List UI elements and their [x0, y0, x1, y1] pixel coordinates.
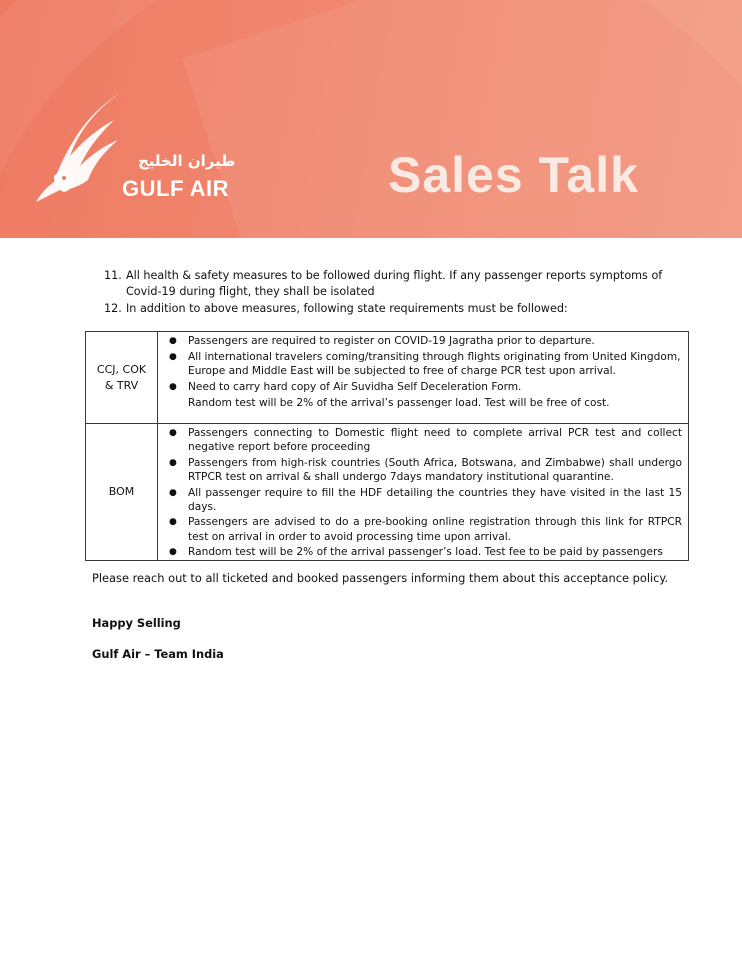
requirement-text: Need to carry hard copy of Air Suvidha Self Deceleration Form. — [188, 380, 522, 393]
measures-list — [104, 268, 664, 318]
list-item — [104, 301, 664, 317]
table-row — [86, 332, 689, 424]
signoff-team: Gulf Air – Team India — [92, 647, 224, 661]
airport-code: CCJ, COK — [96, 362, 147, 376]
bullet-icon: ● — [169, 352, 177, 362]
list-item — [104, 268, 664, 300]
state-requirements-table — [85, 331, 689, 561]
bullet-icon: ● — [169, 547, 177, 558]
list-text: All health & safety measures to be followed during flight. If any passenger reports symptoms of Covid-19 during flight, they shall be isolated — [126, 269, 663, 298]
falcon-icon — [30, 90, 130, 205]
requirements-cell — [158, 332, 689, 424]
logo-arabic-text: طيران الخليج — [138, 152, 236, 170]
bullet-icon: ● — [169, 517, 177, 528]
requirement-text: Passengers connecting to Domestic flight need to complete arrival PCR test and collect negative report before proceeding — [188, 427, 682, 454]
list-number: 12. — [104, 302, 122, 315]
table-row — [86, 424, 689, 561]
gulf-air-logo — [30, 90, 250, 210]
list-item — [166, 334, 682, 349]
requirement-text: Random test will be 2% of the arrival’s passenger load. Test will be free of cost. — [188, 396, 610, 409]
logo-name-text: GULF AIR — [122, 176, 230, 201]
list-item — [166, 396, 682, 411]
bullet-icon: ● — [169, 457, 177, 468]
airport-code: BOM — [108, 485, 135, 499]
list-text: In addition to above measures, following state requirements must be followed: — [126, 302, 568, 315]
list-item — [166, 380, 682, 395]
airport-cell — [86, 424, 158, 561]
requirements-cell — [158, 424, 689, 561]
requirement-text: Random test will be 2% of the arrival passenger’s load. Test fee to be paid by passengers — [188, 546, 663, 559]
list-item — [166, 515, 682, 544]
bullet-icon: ● — [169, 381, 177, 392]
bullet-icon: ● — [169, 428, 177, 438]
airport-code: & TRV — [104, 378, 139, 392]
signoff-greeting: Happy Selling — [92, 616, 181, 630]
requirement-text: Passengers are advised to do a pre-booking online registration through this link for RTPCR test on arrival in order to avoid processing time upon arrival. — [188, 516, 682, 543]
closing-note: Please reach out to all ticketed and booked passengers informing them about this acceptance policy. — [92, 571, 669, 585]
list-item — [166, 545, 682, 560]
requirement-text: Passengers are required to register on COVID-19 Jagratha prior to departure. — [188, 335, 595, 347]
list-number: 11. — [104, 269, 122, 282]
requirement-text: All international travelers coming/transiting through flights originating from United Kingdom, Europe and Middle East will be subjected to free of charge PCR test upon arrival. — [188, 351, 681, 378]
list-item — [166, 456, 682, 485]
airport-cell — [86, 332, 158, 424]
banner-title: Sales Talk — [388, 147, 639, 203]
requirement-text: Passengers from high-risk countries (South Africa, Botswana, and Zimbabwe) shall undergo RTPCR test on arrival & shall undergo 7days mandatory institutional quarantine. — [188, 456, 682, 484]
list-item — [166, 350, 682, 379]
header-banner — [0, 0, 742, 238]
requirement-text: All passenger require to fill the HDF detailing the countries they have visited in the last 15 days. — [188, 486, 682, 514]
bullet-icon: ● — [169, 336, 177, 346]
list-item — [166, 426, 682, 455]
bullet-icon: ● — [169, 487, 177, 498]
list-item — [166, 486, 682, 515]
